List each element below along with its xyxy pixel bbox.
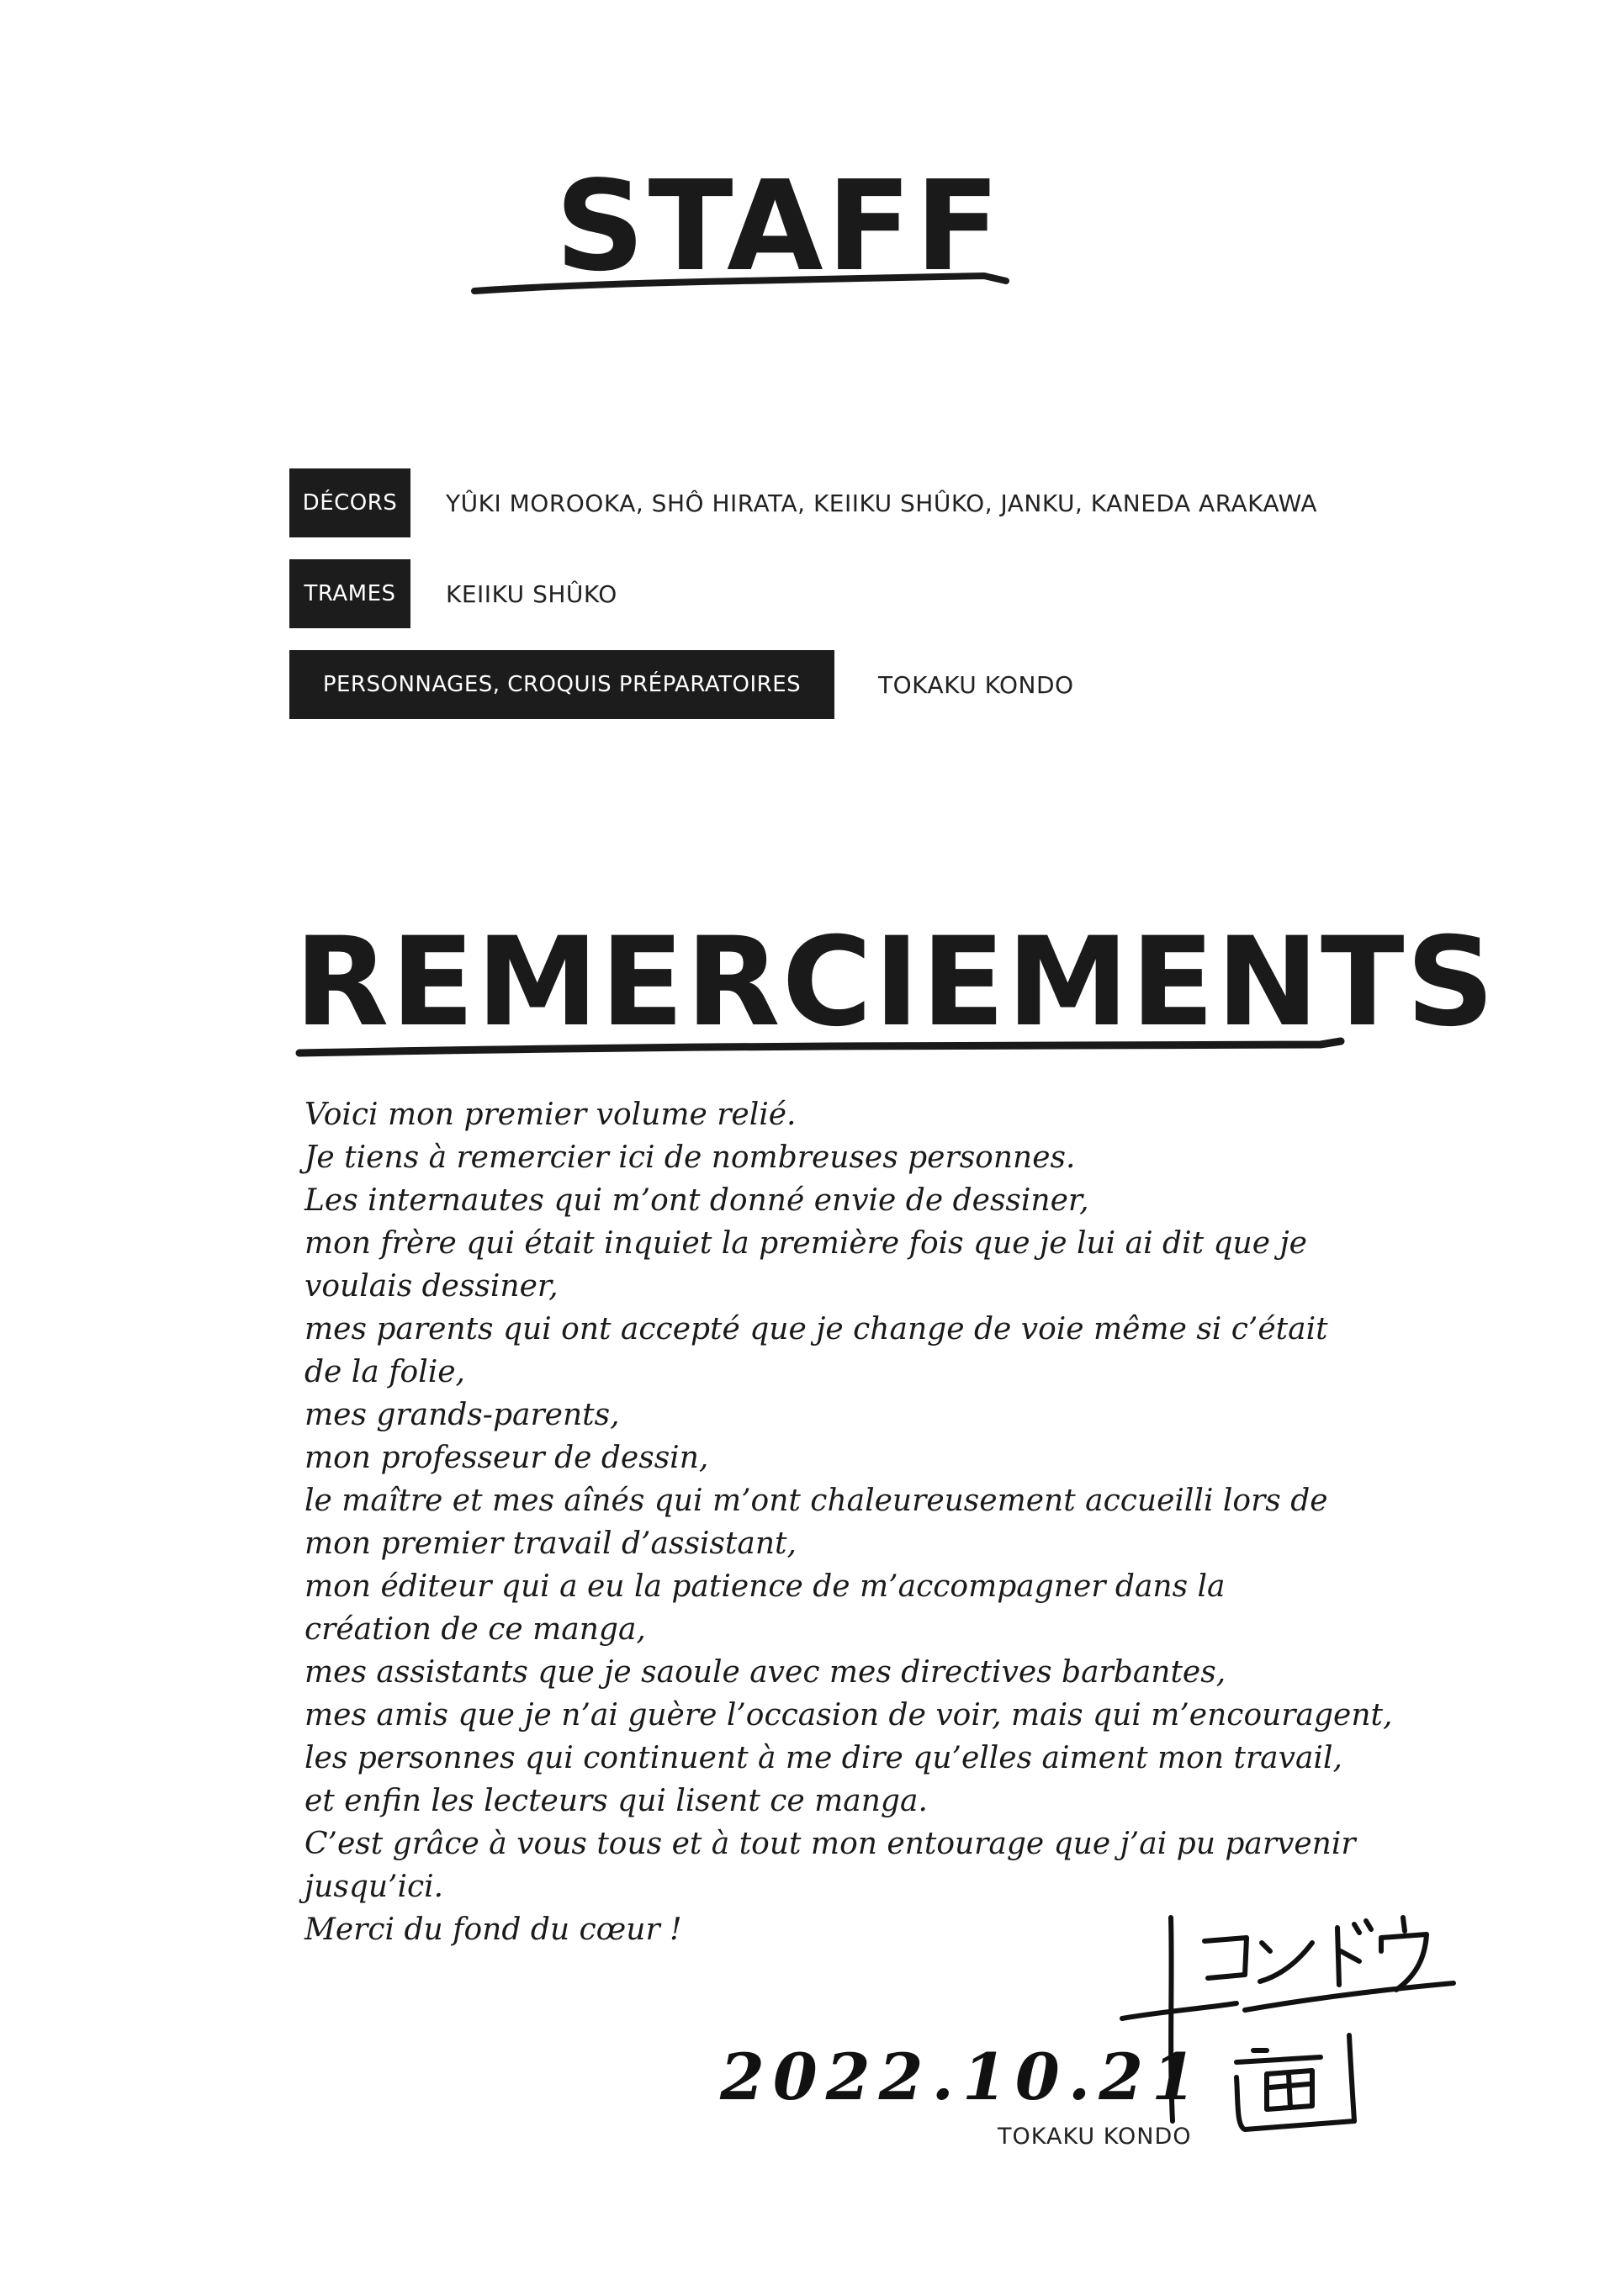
signature-date: 2022.10.21 bbox=[720, 2039, 1205, 2114]
credit-label-trames: TRAMES bbox=[289, 559, 410, 628]
letter-line: création de ce manga, bbox=[304, 1612, 646, 1647]
letter-line: Merci du fond du cœur ! bbox=[304, 1912, 682, 1947]
letter-line: mon éditeur qui a eu la patience de m’accompagner dans la bbox=[304, 1569, 1226, 1604]
letter-line: mon frère qui était inquiet la première fois que je lui ai dit que je bbox=[304, 1226, 1307, 1261]
credit-names-decors: YÛKI MOROOKA, SHÔ HIRATA, KEIIKU SHÛKO, JANKU, KANEDA ARAKAWA bbox=[446, 489, 1317, 517]
credit-row-personnages bbox=[289, 650, 1074, 719]
thanks-heading: REMERCIEMENTS bbox=[294, 911, 1496, 1054]
credit-label-personnages: PERSONNAGES, CROQUIS PRÉPARATOIRES bbox=[289, 650, 834, 719]
thanks-heading-underline bbox=[294, 1033, 1346, 1066]
letter-line: jusqu’ici. bbox=[304, 1870, 444, 1904]
letter-line: mon premier travail d’assistant, bbox=[304, 1526, 797, 1561]
letter-line: C’est grâce à vous tous et à tout mon entourage que j’ai pu parvenir bbox=[304, 1827, 1356, 1861]
letter-line: mon professeur de dessin, bbox=[304, 1441, 709, 1475]
letter-line: de la folie, bbox=[304, 1355, 465, 1389]
letter-line: mes amis que je n’ai guère l’occasion de voir, mais qui m’encouragent, bbox=[304, 1698, 1393, 1733]
letter-line: les personnes qui continuent à me dire qu’elles aiment mon travail, bbox=[304, 1741, 1342, 1775]
credit-row-trames bbox=[289, 559, 617, 628]
signature-name: TOKAKU KONDO bbox=[998, 2124, 1192, 2150]
letter-line: mes assistants que je saoule avec mes directives barbantes, bbox=[304, 1655, 1226, 1690]
handwritten-signature bbox=[1110, 1909, 1464, 2153]
letter-line: Voici mon premier volume relié. bbox=[304, 1098, 797, 1132]
letter-line: le maître et mes aînés qui m’ont chaleureusement accueilli lors de bbox=[304, 1484, 1328, 1518]
credit-label-decors: DÉCORS bbox=[289, 468, 410, 537]
credit-names-personnages: TOKAKU KONDO bbox=[878, 670, 1074, 699]
letter-line: Je tiens à remercier ici de nombreuses personnes. bbox=[304, 1140, 1076, 1175]
staff-heading: STAFF bbox=[555, 154, 1003, 299]
letter-line: voulais dessiner, bbox=[304, 1269, 559, 1304]
credit-row-decors bbox=[289, 468, 1317, 537]
letter-line: mes parents qui ont accepté que je change de voie même si c’était bbox=[304, 1312, 1328, 1346]
thanks-letter bbox=[304, 1093, 1398, 1951]
letter-line: Les internautes qui m’ont donné envie de dessiner, bbox=[304, 1183, 1089, 1218]
letter-line: mes grands-parents, bbox=[304, 1398, 620, 1432]
credit-names-trames: KEIIKU SHÛKO bbox=[446, 579, 617, 608]
letter-line: et enfin les lecteurs qui lisent ce manga. bbox=[304, 1784, 928, 1818]
staff-heading-underline bbox=[471, 267, 1009, 301]
